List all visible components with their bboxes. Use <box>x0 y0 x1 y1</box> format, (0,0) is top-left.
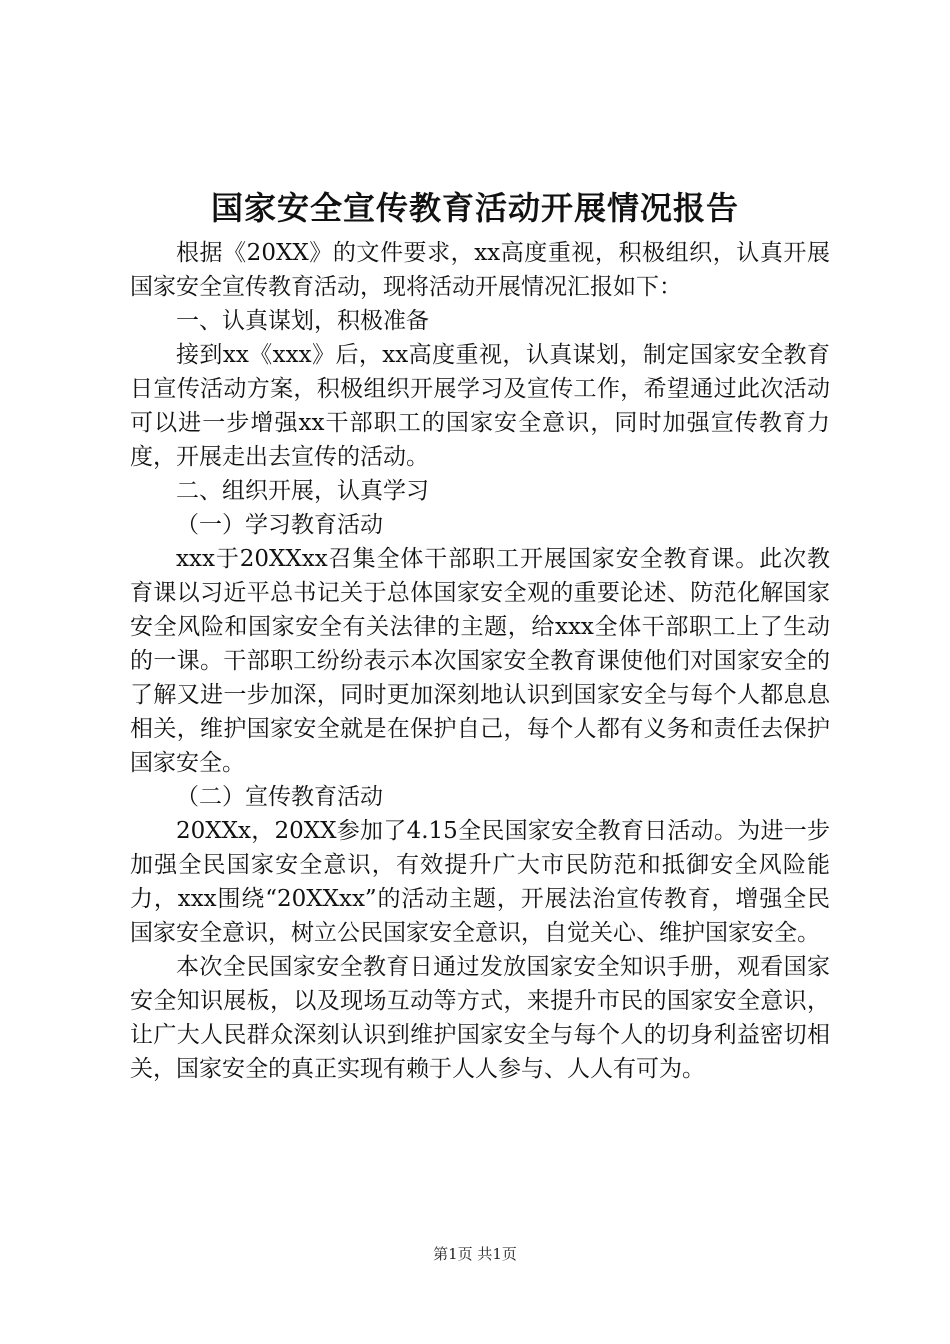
document-body <box>130 236 830 1086</box>
subsection-2-paragraph-1: 20XXx，20XX参加了4.15全民国家安全教育日活动。为进一步加强全民国家安全意识，有效提升广大市民防范和抵御安全风险能力，xxx围绕“20XXxx”的活动主题，开展法治宣传教育，增强全民国家安全意识，树立公民国家安全意识，自觉关心、维护国家安全。 <box>130 818 830 946</box>
subsection-1-paragraph: xxx于20XXxx召集全体干部职工开展国家安全教育课。此次教育课以习近平总书记关于总体国家安全观的重要论述、防范化解国家安全风险和国家安全有关法律的主题，给xxx全体干部职工上了生动的一课。干部职工纷纷表示本次国家安全教育课使他们对国家安全的了解又进一步加深，同时更加深刻地认识到国家安全与每个人都息息相关，维护国家安全就是在保护自己，每个人都有义务和责任去保护国家安全。 <box>130 546 830 776</box>
subsection-2-paragraph-2: 本次全民国家安全教育日通过发放国家安全知识手册，观看国家安全知识展板，以及现场互动等方式，来提升市民的国家安全意识，让广大人民群众深刻认识到维护国家安全与每个人的切身利益密切相关，国家安全的真正实现有赖于人人参与、人人有可为。 <box>130 954 830 1082</box>
section-1-paragraph: 接到xx《xxx》后，xx高度重视，认真谋划，制定国家安全教育日宣传活动方案，积极组织开展学习及宣传工作，希望通过此次活动可以进一步增强xx干部职工的国家安全意识，同时加强宣传教育力度，开展走出去宣传的活动。 <box>130 342 830 470</box>
section-heading-1: 一、认真谋划，积极准备 <box>176 308 429 334</box>
subsection-heading-1: （一）学习教育活动 <box>176 512 383 538</box>
section-heading-2: 二、组织开展，认真学习 <box>176 478 429 504</box>
subsection-heading-2: （二）宣传教育活动 <box>176 784 383 810</box>
intro-paragraph: 根据《20XX》的文件要求，xx高度重视，积极组织，认真开展国家安全宣传教育活动，现将活动开展情况汇报如下： <box>130 240 830 300</box>
page-footer: 第1页 共1页 <box>433 1245 517 1263</box>
document-title: 国家安全宣传教育活动开展情况报告 <box>210 189 739 227</box>
